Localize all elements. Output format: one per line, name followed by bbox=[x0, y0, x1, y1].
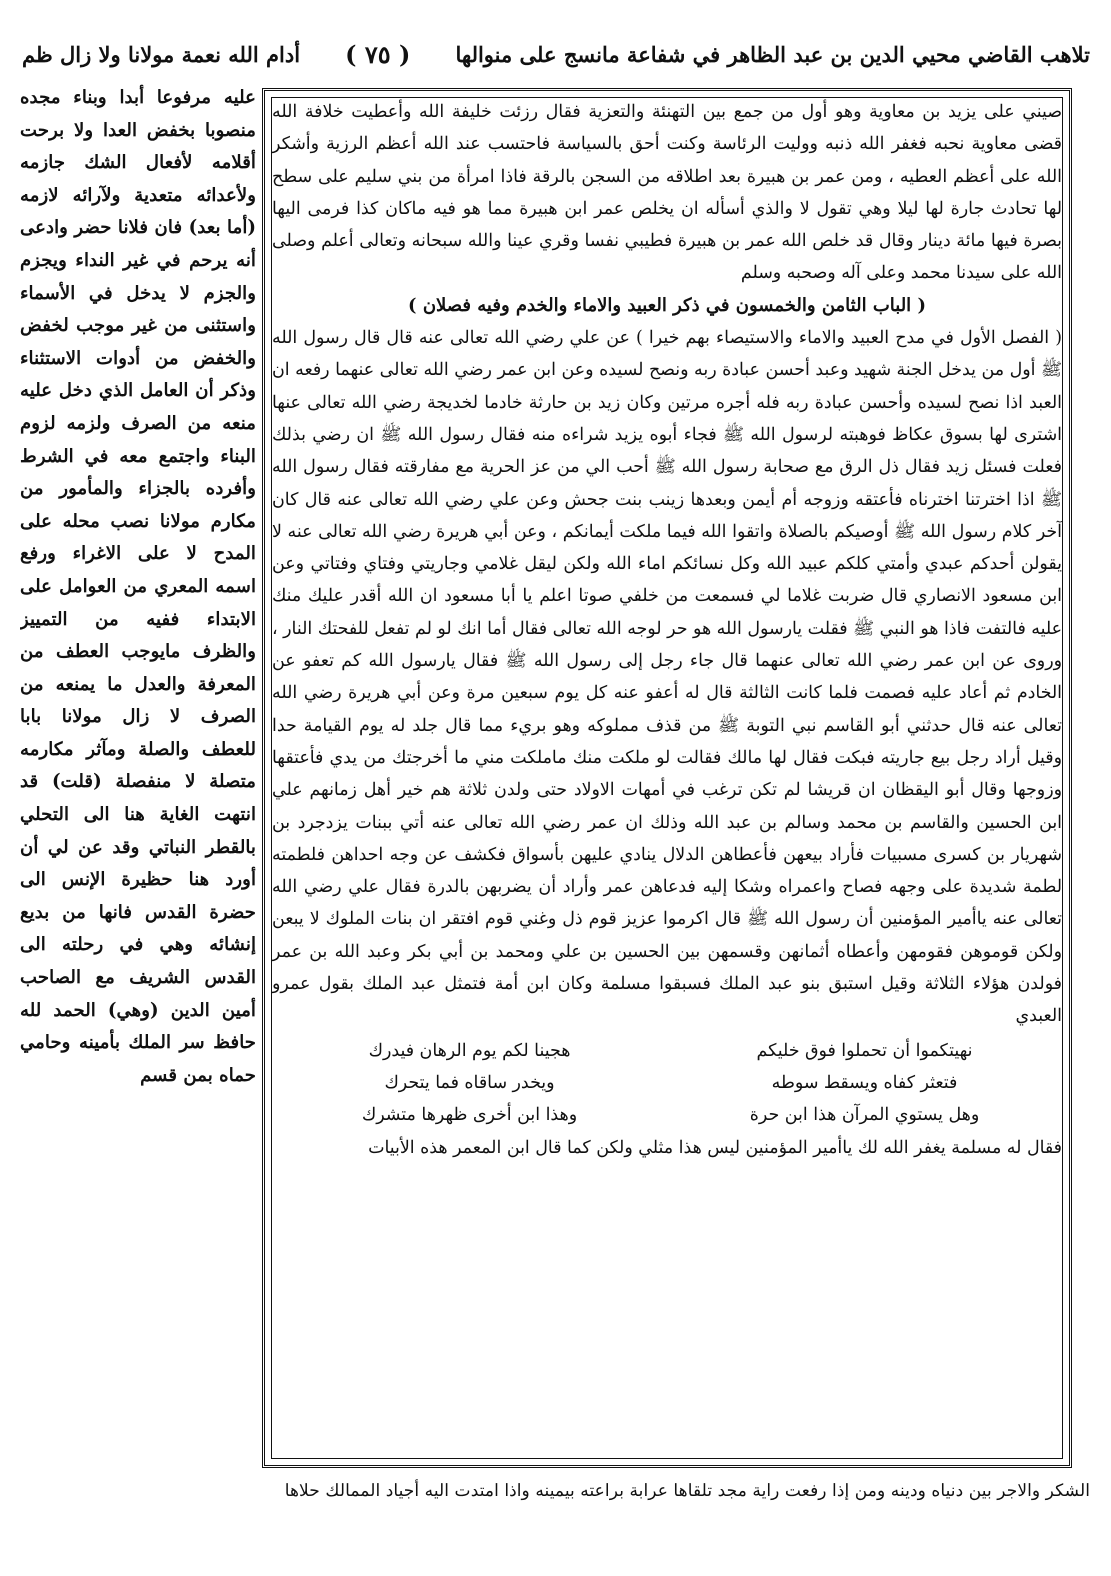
poem-verses bbox=[272, 1035, 1062, 1132]
poem-verse bbox=[272, 1067, 1062, 1099]
paragraph-section-one: ( الفصل الأول في مدح العبيد والاماء والاستيصاء بهم خيرا ) عن علي رضي الله تعالى عنه قال قال رسول الله ﷺ أول من يدخل الجنة شهيد وعبد أحسن عبادة ربه ونصح لسيده وعن ابن عمر رضي الله تعالى عنهما رفعه ان العبد اذا نصح لسيده وأحسن عبادة ربه فله أجره مرتين وكان زيد بن حارثة خادما لخديجة رضي الله تعالى عنها اشترى لها بسوق عكاظ فوهبته لرسول الله ﷺ فجاء أبوه يزيد شراءه منه فقال رسول الله ﷺ ان رضي بذلك فعلت فسئل زيد فقال ذل الرق مع صحابة رسول الله ﷺ أحب الي من عز الحرية مع مفارقته فقال رسول الله ﷺ اذا اخترتنا اخترناه فأعتقه وزوجه أم أيمن وبعدها زينب بنت جحش وعن علي رضي الله تعالى عنه قال كان آخر كلام رسول الله ﷺ أوصيكم بالصلاة واتقوا الله فيما ملكت أيمانكم ، وعن أبي هريرة رضي الله تعالى عنه لا يقولن أحدكم عبدي وأمتي كلكم عبيد الله وكل نسائكم اماء الله ولكن ليقل غلامي وجاريتي وفتاي وفتاتي وعن ابن مسعود الانصاري قال ضربت غلاما لي فسمعت من خلفي صوتا اعلم يا أبا مسعود ان الله أقدر عليك منك عليه فالتفت فاذا هو النبي ﷺ فقلت يارسول الله هو حر لوجه الله تعالى فقال أما انك لو لم تفعل للفحتك النار ، وروى عن ابن عمر رضي الله تعالى عنهما قال جاء رجل إلى رسول الله ﷺ فقال يارسول الله كم تعفو عن الخادم ثم أعاد عليه فصمت فلما كانت الثالثة قال له أعفو عنه كل يوم سبعين مرة وعن أبي هريرة رضي الله تعالى عنه قال حدثني أبو القاسم نبي التوبة ﷺ من قذف مملوكه وهو بريء مما قال جلد له يوم القيامة حدا وقيل أراد رجل بيع جاريته فبكت فقال لها مالك فقالت لو ملكت منك ماملكت مني ما أخرجتك من يدي فأعتقها وزوجها وقال أبو اليقظان ان قريشا لم تكن ترغب في أمهات الاولاد حتى ولدن ثلاثة هم خير أهل زمانهم علي ابن الحسين والقاسم بن محمد وسالم بن عبد الله وذلك ان عمر رضي الله تعالى عنه أتي ببنات يزدجرد بن شهريار بن كسرى مسبيات فأراد بيعهن فأعطاهن الدلال ينادي عليهن بأسواق فكشف عن وجه احداهن فلطمته لطمة شديدة على وجهه فصاح واعمراه وشكا إليه فدعاهن عمر وأراد أن يضربهن بالدرة فقال علي رضي الله تعالى عنه ياأمير المؤمنين أن رسول الله ﷺ قال اكرموا عزيز قوم ذل وغني قوم افتقر ان بنات الملوك لا يبعن ولكن قوموهن فقومهن وأعطاه أثمانهن وقسمهن بين الحسين بن علي ومحمد بن أبي بكر وعبد الله بن عمر فولدن هؤلاء الثلاثة وقيل استبق بنو عبد الملك فسبقوا مسلمة وكان ابن أمة فتمثل عبد الملك بقول عمرو العبدي bbox=[272, 328, 1062, 1027]
chapter-heading: ( الباب الثامن والخمسون في ذكر العبيد والاماء والخدم وفيه فصلان ) bbox=[408, 294, 926, 316]
page-header bbox=[22, 34, 1090, 74]
paragraph-opening: صيني على يزيد بن معاوية وهو أول من جمع بين التهنئة والتعزية فقال رزئت خليفة الله وأعطيت خلافة الله قضى معاوية نحبه فغفر الله ذنبه ووليت الرئاسة وكنت أحق بالسياسة فاحتسب عند الله أعظم الرزية وأشكر الله على أعظم العطيه ، ومن عمر بن هبيرة بعد اطلاقه من السجن بالرقة فاذا امرأة من بني سليم على سطح لها تحادث جارة لها ليلا وهي تقول لا والذي أسأله ان يخلص عمر ابن هبيرة مما هو فيه ماكان كذا فرمى اليها بصرة فيها مائة دينار وقال قد خلص الله عمر بن هبيرة فطيبي نفسا وقري عينا والله سبحانه وتعالى أعلم وصلى الله على سيدنا محمد وعلى آله وصحبه وسلم bbox=[272, 102, 1062, 284]
page-footer-line: الشكر والاجر بين دنياه ودينه ومن إذا رفعت راية مجد تلقاها عرابة براعته بيمينه واذا امتدت اليه أجياد الممالك حلاها bbox=[284, 1481, 1090, 1501]
poem-verse bbox=[272, 1035, 1062, 1067]
verse-second-hemistich: ويخدر ساقاه فما يتحرك bbox=[384, 1072, 555, 1093]
main-text-block bbox=[272, 96, 1062, 1466]
paragraph-closing: فقال له مسلمة يغفر الله لك ياأمير المؤمنين ليس هذا مثلي ولكن كما قال ابن المعمر هذه الأبيات bbox=[368, 1137, 1062, 1158]
verse-second-hemistich: هجينا لكم يوم الرهان فيدرك bbox=[368, 1040, 571, 1061]
verse-second-hemistich: وهذا ابن أخرى ظهرها متشرك bbox=[361, 1105, 578, 1126]
verse-first-hemistich: نهيتكموا أن تحملوا فوق خليكم bbox=[756, 1040, 973, 1061]
verse-first-hemistich: وهل يستوي المرآن هذا ابن حرة bbox=[749, 1105, 980, 1126]
verse-first-hemistich: فتعثر كفاه ويسقط سوطه bbox=[771, 1072, 958, 1093]
page-number: ( ٧٥ ) bbox=[345, 39, 411, 69]
running-title: تلاهب القاضي محيي الدين بن عبد الظاهر في شفاعة مانسج على منوالها bbox=[455, 41, 1090, 67]
margin-commentary: عليه مرفوعا أبدا وبناء مجده منصوبا بخفض العدا ولا برحت أقلامه لأفعال الشك جازمه ولأعدائه متعدية ولآرائه لازمه (أما بعد) فان فلانا حضر وادعى أنه يرحم في غير النداء ويجزم والجزم لا يدخل في الأسماء واستثنى من غير موجب لخفض والخفض من أدوات الاستثناء وذكر أن العامل الذي دخل عليه منعه من الصرف ولزمه لزوم البناء واجتمع معه في الشرط وأفرده بالجزاء والمأمور من مكارم مولانا نصب محله على المدح لا على الاغراء ورفع اسمه المعري من العوامل على الابتداء ففيه من التمييز والظرف مايوجب العطف من المعرفة والعدل ما يمنعه من الصرف لا زال مولانا بابا للعطف والصلة ومآثر مكارمه متصلة لا منفصلة (قلت) قد انتهت الغاية هنا الى التحلي بالقطر النباتي وقد عن لي أن أورد هنا حظيرة الإنس الى حضرة القدس فانها من بديع إنشائه وهي في رحلته الى القدس الشريف مع الصاحب أمين الدين (وهي) الحمد لله حافظ سر الملك بأمينه وحامي حماه بمن قسم bbox=[20, 87, 256, 1086]
side-title: أدام الله نعمة مولانا ولا زال ظم bbox=[22, 41, 301, 67]
poem-verse bbox=[272, 1099, 1062, 1131]
